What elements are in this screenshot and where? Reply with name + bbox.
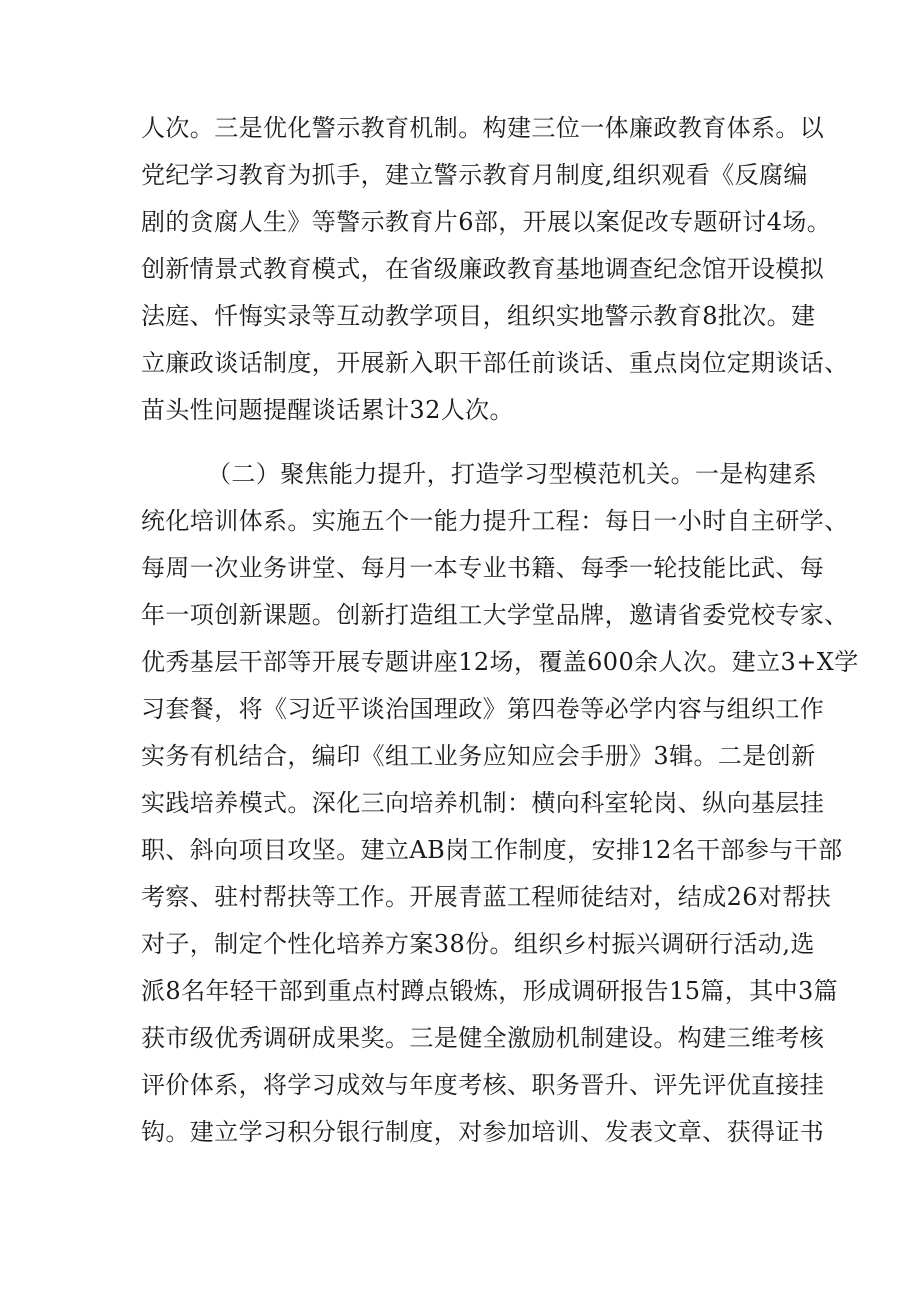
text-line: 职、斜向项目攻坚。建立AB岗工作制度，安排12名干部参与干部	[141, 836, 843, 864]
text-line: 党纪学习教育为抓手，建立警示教育月制度,组织观看《反腐编	[141, 161, 808, 189]
text-line: 法庭、忏悔实录等互动教学项目，组织实地警示教育8批次。建	[141, 302, 816, 330]
text-line: 剧的贪腐人生》等警示教育片6部，开展以案促改专题研讨4场。	[141, 208, 832, 236]
text-line: 对子，制定个性化培养方案38份。组织乡村振兴调研行活动,选	[141, 930, 815, 958]
text-line: 立廉政谈话制度，开展新入职干部任前谈话、重点岗位定期谈话、	[141, 349, 849, 377]
text-line: 评价体系，将学习成效与年度考核、职务晋升、评先评优直接挂	[141, 1071, 825, 1099]
text-line: 习套餐，将《习近平谈治国理政》第四卷等必学内容与组织工作	[141, 695, 825, 723]
text-line: 人次。三是优化警示教育机制。构建三位一体廉政教育体系。以	[141, 114, 825, 142]
text-line: 统化培训体系。实施五个一能力提升工程：每日一小时自主研学、	[141, 507, 849, 535]
text-line: 实务有机结合，编印《组工业务应知应会手册》3辑。二是创新	[141, 742, 816, 770]
text-line: 获市级优秀调研成果奖。三是健全激励机制建设。构建三维考核	[141, 1024, 825, 1052]
section-heading-line: （二）聚焦能力提升，打造学习型模范机关。一是构建系	[207, 460, 817, 488]
text-line: 考察、驻村帮扶等工作。开展青蓝工程师徒结对，结成26对帮扶	[141, 883, 832, 911]
text-line: 优秀基层干部等开展专题讲座12场，覆盖600余人次。建立3+X学	[141, 648, 859, 676]
text-line: 每周一次业务讲堂、每月一本专业书籍、每季一轮技能比武、每	[141, 554, 825, 582]
text-line: 实践培养模式。深化三向培养机制：横向科室轮岗、纵向基层挂	[141, 789, 825, 817]
text-line: 钩。建立学习积分银行制度，对参加培训、发表文章、获得证书	[141, 1118, 825, 1146]
text-line: 创新情景式教育模式，在省级廉政教育基地调查纪念馆开设模拟	[141, 255, 825, 283]
text-line: 派8名年轻干部到重点村蹲点锻炼，形成调研报告15篇，其中3篇	[141, 977, 839, 1005]
paragraph-last-line: 苗头性问题提醒谈话累计32人次。	[141, 396, 514, 424]
text-line: 年一项创新课题。创新打造组工大学堂品牌，邀请省委党校专家、	[141, 601, 849, 629]
